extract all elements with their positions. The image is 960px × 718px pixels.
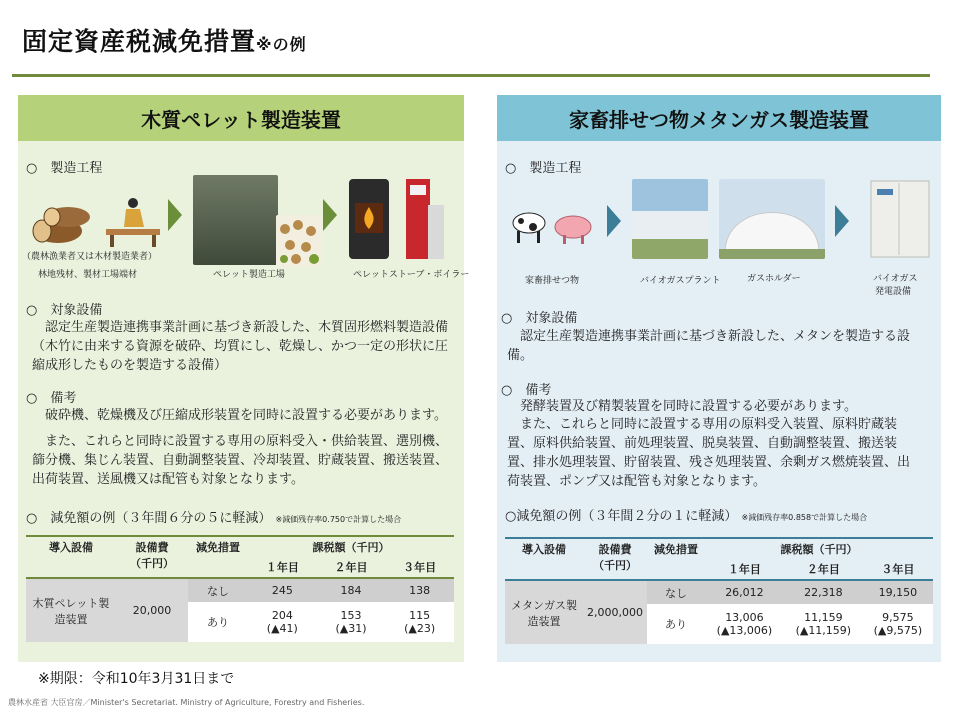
left-notes-2: また、これらと同時に設置する専用の原料受入・供給装置、選別機、篩分機、集じん装置、自動調整装置、冷却装置、貯蔵装置、搬送装置、出荷装置、送風機又は配管も対象となります。: [32, 434, 449, 487]
table-row: [505, 580, 933, 604]
th-equipment: 導入設備: [522, 543, 566, 556]
left-arrow-1: [168, 199, 182, 231]
td-equipment: メタンガス製造装置: [505, 580, 583, 644]
th-tax: 課税額（千円）: [780, 543, 858, 556]
left-example-title: ○ 減免額の例（３年間６分の５に軽減） ※減価残存率0.750で計算した場合: [26, 511, 402, 526]
caption-biogas: バイオガス: [873, 274, 918, 284]
caption-gas-holder: ガスホルダー: [747, 274, 801, 284]
page-title: 固定資産税減免措置※の例: [22, 27, 307, 56]
biogas-generator-photo: [869, 179, 931, 259]
table-row: [26, 578, 454, 602]
th-equipment: 導入設備: [49, 541, 93, 554]
left-facility-title: ○ 対象設備: [26, 303, 103, 318]
right-example-title: ○減免額の例（３年間２分の１に軽減） ※減価残存率0.858で計算した場合: [505, 509, 868, 524]
left-example-note: ※減価残存率0.750で計算した場合: [275, 515, 402, 524]
right-notes-2: また、これらと同時に設置する専用の原料受入装置、原料貯蔵装置、原料供給装置、前処理装置、脱臭装置、自動調整装置、搬送装置、排水処理装置、貯留装置、残さ処理装置、余剰ガス燃焼装置、出荷装置、ポンプ又は配管も対象となります。: [507, 417, 911, 489]
caption-wood-waste: 林地残材、製材工場端材: [38, 270, 138, 280]
right-tax-table: [505, 537, 933, 644]
right-example-note: ※減価残存率0.858で計算した場合: [741, 513, 868, 522]
td-none-y1: 245: [271, 584, 293, 597]
pellet-factory-photo: [193, 175, 278, 265]
left-panel-heading: 木質ペレット製造装置: [18, 95, 464, 141]
td-measure-none: なし: [665, 586, 687, 600]
td-with-y2: 11,159 (▲11,159): [795, 611, 852, 637]
left-process-title: ○ 製造工程: [26, 161, 103, 176]
th-measure: 減免措置: [196, 541, 240, 554]
th-year-2: ２年目: [806, 563, 840, 576]
ministry-credit: 農林水産省 大臣官房／Minister's Secretariat. Ministry of Agriculture, Forestry and Fisheries.: [8, 698, 365, 707]
td-with-y3: 115 (▲23): [404, 609, 436, 635]
td-cost: 2,000,000: [583, 580, 647, 644]
right-arrow-1: [607, 205, 621, 237]
title-rule: [12, 74, 930, 77]
td-with-y2: 153 (▲31): [335, 609, 367, 635]
right-panel-heading: 家畜排せつ物メタンガス製造装置: [497, 95, 941, 141]
caption-generator: 発電設備: [875, 287, 912, 297]
left-tax-table: [26, 535, 454, 642]
caption-stove-boiler: ペレットストーブ・ボイラー: [353, 270, 470, 280]
right-notes-title: ○ 備考: [501, 383, 552, 398]
right-arrow-2: [835, 205, 849, 237]
th-cost: 設備費 （千円）: [130, 541, 174, 570]
right-panel: [497, 95, 941, 662]
gas-holder-photo: [719, 179, 825, 259]
td-none-y3: 138: [409, 584, 431, 597]
pellets-photo: [276, 215, 322, 267]
pellet-stove-photo: [343, 173, 393, 263]
th-year-1: １年目: [727, 563, 761, 576]
left-facility-text: 認定生産製造連携事業計画に基づき新設した、木質固形燃料製造設備（木竹に由来する資源を破砕、均質にし、乾燥し、かつ一定の形状に圧縮成形したものを製造する設備）: [32, 320, 449, 373]
td-equipment: 木質ペレット製造装置: [26, 578, 116, 642]
td-with-y1: 13,006 (▲13,006): [716, 611, 773, 637]
right-facility-title: ○ 対象設備: [501, 311, 578, 326]
td-none-y1: 26,012: [725, 586, 764, 599]
caption-source: （農林漁業者又は木材製造業者）: [22, 252, 158, 262]
caption-livestock-waste: 家畜排せつ物: [525, 276, 580, 286]
td-with-y1: 204 (▲41): [266, 609, 298, 635]
left-notes-title: ○ 備考: [26, 391, 77, 406]
td-measure-with: あり: [207, 616, 229, 629]
th-year-2: ２年目: [334, 561, 368, 574]
td-none-y3: 19,150: [878, 586, 918, 599]
right-facility-text: 認定生産製造連携事業計画に基づき新設した、メタンを製造する設備。: [507, 329, 911, 363]
biogas-plant-photo: [632, 179, 708, 259]
deadline-footnote: ※期限：令和10年3月31日まで: [38, 671, 235, 687]
td-measure-with: あり: [665, 618, 687, 631]
th-year-1: １年目: [265, 561, 299, 574]
caption-pellet-factory: ペレット製造工場: [213, 270, 285, 280]
left-notes-1: 破砕機、乾燥機及び圧縮成形装置を同時に設置する必要があります。: [45, 408, 447, 423]
right-process-title: ○ 製造工程: [505, 161, 582, 176]
pellet-boiler-photo: [402, 175, 448, 263]
title-mark: ※の例: [256, 35, 307, 54]
left-panel: [18, 95, 470, 662]
td-none-y2: 22,318: [804, 586, 843, 599]
th-measure: 減免措置: [654, 543, 698, 556]
livestock-illustration: [507, 199, 597, 249]
th-tax: 課税額（千円）: [312, 541, 390, 554]
th-year-3: ３年目: [403, 561, 437, 574]
th-year-3: ３年目: [881, 563, 915, 576]
left-arrow-2: [323, 199, 337, 231]
logs-and-worker-illustration: [28, 195, 168, 251]
th-cost: 設備費 （千円）: [593, 543, 637, 572]
td-none-y2: 184: [340, 584, 362, 597]
caption-biogas-plant: バイオガスプラント: [640, 276, 721, 286]
td-with-y3: 9,575 (▲9,575): [873, 611, 923, 637]
td-cost: 20,000: [116, 578, 188, 642]
td-measure-none: なし: [207, 584, 229, 598]
right-notes-1: 発酵装置及び精製装置を同時に設置する必要があります。: [520, 399, 857, 414]
